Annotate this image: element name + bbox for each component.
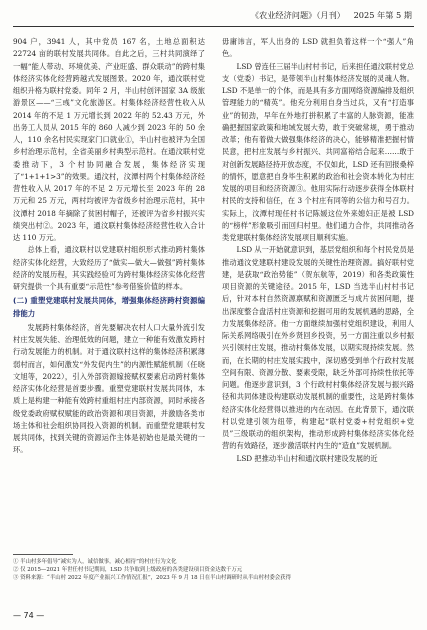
body-paragraph: 总体上看，通汶联村以党建联村组织形式推动跨村集体经济实体化经营，大致经历了“做实—做大—做强”跨村集体经济的发展历程，其实践经验可为跨村集体经济实体化经营研究提供一个具有重要“示范性”参考借鉴价值的样本。 bbox=[13, 245, 205, 291]
body-paragraph: LSD 曾连任三届半山村村书记，后来担任通汶联村党总支（党委）书记，是带领半山村集体经济发展的灵魂人物。LSD 不是单一的个体，而是具有多方面网络资源编排及组织管理能力的“精英”。他充分利用自身当过兵，又有“打造事业”的韧劲，早年在外地打拼积累了丰富的人脉资源，能准确把握国家政策和地域发展大势，敢于突破常规，勇于推动改革；他有着做大做强集体经济的决心，能够精准把握村情民意，把村庄发展与乡村振兴、共同富裕结合起来……敢于对创新发展路径持开放态度，不仅如此，LSD 还有回报桑梓的情怀，愿意把自身毕生积累的政治和社会资本转化为村庄发展的项目和经济资源③。他用实际行动逐步获得全体联村村民的支持和信任，在 3 个村庄有同等的公信力和号召力。实际上，汶潭村现任村书记陈媛这位外来媳妇正是被 LSD 的“榜样”形象吸引而回归村里。他们通力合作，共同推动各类党建联村集体经济发展项目顺利实施。 bbox=[222, 61, 414, 242]
body-paragraph: 发展跨村集体经济，首先要解决农村人口大量外流引发村庄发展失能、治理低效的问题，建立一种能有效激发跨村行动发展能力的机制。对于通汶联村这样的集体经济积累薄弱村而言，如何激发“外发促内生”的内源性赋能机制（任晓文旭等，2022），引入外部资源嫁接赋权要素启动跨村集体经济实体化经营是首要步骤。重塑党建联村发展共同体，本质上是构建一种能有效跨村重组村庄内部资源，同时承接各级党委政府赋权赋能的政治资源和项目资源，并激励各类市场主体和社会组织协同投入资源的机制。而重塑党建联村发展共同体，找到关键的资源运作主体是初始也是最关键的一环。 bbox=[13, 322, 205, 455]
left-column bbox=[13, 36, 205, 546]
issue-number: 2025 年第 5 期 bbox=[353, 10, 412, 20]
header-divider bbox=[13, 26, 414, 27]
page-number: — 74 — bbox=[13, 611, 45, 620]
body-paragraph: LSD 把推动半山村和通汶联村建设发展的近 bbox=[236, 453, 378, 463]
right-column bbox=[222, 36, 414, 546]
body-paragraph: 毋庸讳言，军人出身的 LSD 就担负着这样一个“强人”角色。 bbox=[222, 37, 414, 59]
section-heading: (二) 重塑党建联村发展共同体，增强集体经济跨村资源编排能力 bbox=[13, 296, 205, 318]
footnote: ③ 资料来源：“半山村 2022 年度产业振兴工作情况汇报”，2023 年 9 月 18 日在半山村调研时从半山村村委会获得 bbox=[13, 575, 291, 582]
body-paragraph: 904 户，3941 人，其中党员 167 名，土地总面积达 22724 亩的联村发展共同体。自此之后，三村共同演绎了一幅“能人带动、环境优美、产业旺盛、群众联动”的跨村集体经济实体化经营跨越式发展图景。2020 年，通汶联村党组织升格为联村党委。同年 2 月，半山村创评国家 3A 级旅游景区——“三彧”文化旅游区。村集体经济经营性收入从 2014 年的不足 1 万元增长到 2022 年的 52.43 万元，外出务工人员从 2015 年的 860 人减少到 2023 年的 50 余人，110 余名村民实现家门口就业①，半山村也被评为全国乡村治理示范村，全省美丽乡村典型示范村。在通汶联村党委推动下，3 个村协同融合发展，集体经济实现了“1+1+1>3”的效果。通汶村，汶潭村两个村集体经济经营性收入从 2017 年的不足 2 万元增长至 2023 年的 28 万元和 25 万元，两村均被评为省级乡村治理示范村，其中汶潭村 2018 年摘除了贫困村帽子，还被评为省乡村振兴实绩突出村②。2023 年，通汶联村集体经济经营性收入合计达 110 万元。 bbox=[13, 37, 205, 242]
running-header bbox=[212, 10, 412, 21]
footnote-divider bbox=[13, 554, 73, 555]
footnote: ① 半山村多年倡导“减实为人，诚信做事，减心相待”的村庄行为文化 bbox=[13, 559, 177, 565]
footnotes bbox=[13, 558, 414, 583]
body-paragraph: LSD 从一开始就意识到，基层党组织和每个村民党员是推动通汶党建联村建设发展的关键性治理资源。搞好联村党建，是获取“政治势能”（贺东航等，2019）和各类政策性项目资源的关键途径。2015 年，LSD 当选半山村村书记后，针对本村自然资源禀赋和资源匮乏与成片贫困问题，提出深度整合盘活村庄资源和挖掘可用的发展机遇的思路，全力发展集体经济。他一方面继续加强村党组织建设，利用人际关系网络吸引在外乡贤回乡投资，另一方面注重以乡村振兴引领村庄发展，推动村集体发展，以期实现持续发展。然而，在长期的村庄发展实践中，深切感受到单个行政村发展空间有限、资源分散、要素受限，缺乏外部可持续性依托等问题。他逐步意识到，3 个行政村村集体经济发展与振兴路径和共同体建设构建联动发展机制的重要性，这是跨村集体经济实体化经营得以推进的内在动因。在此背景下，通汶联村以党建引领为纽带，构建起“联村党委+村党组织+党员”三级联动的组织架构，推动形成跨村集体经济实体化经营的有效路径，逐步激活联村内生的“造血”发展机制。 bbox=[222, 245, 414, 451]
journal-name: 《农业经济问题》（月刊） bbox=[250, 10, 345, 20]
footnote: ② 仅 2015—2021 年世任村书记期间，LSD 共争取到上级政府的各类建设项目资金达数千万元 bbox=[13, 567, 243, 574]
